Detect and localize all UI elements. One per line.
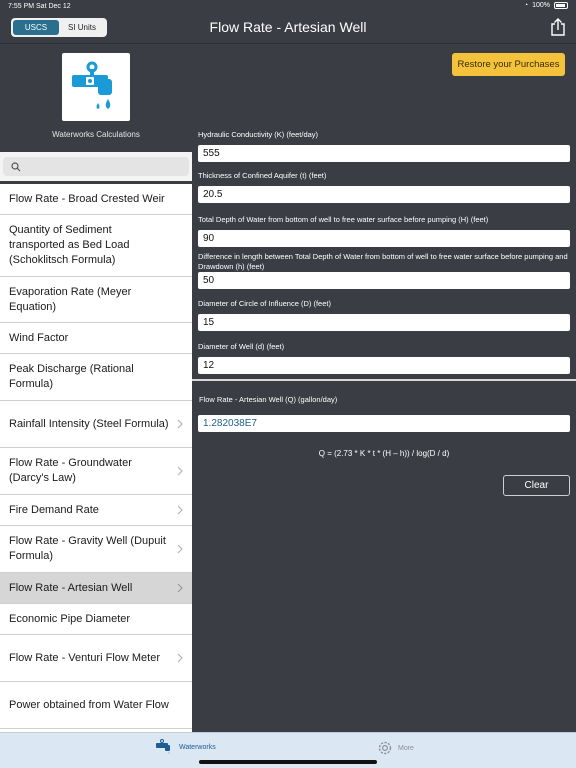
main-panel: [192, 44, 576, 732]
nav-bar: [0, 12, 576, 44]
list-item-rainfall-intensity[interactable]: [0, 401, 192, 448]
battery-icon: [554, 2, 568, 9]
list-item-fire-demand[interactable]: [0, 495, 192, 526]
list-item-venturi-flow[interactable]: [0, 635, 192, 682]
list-item-power-water-flow[interactable]: [0, 682, 192, 729]
status-time: 7:55 PM Sat Dec 12: [8, 3, 71, 10]
clear-button[interactable]: Clear: [503, 475, 570, 496]
list-item-label: Flow Rate - Broad Crested Weir: [9, 192, 165, 205]
chevron-right-icon: [177, 544, 183, 554]
tab-label: Waterworks: [179, 743, 216, 751]
page-title: Flow Rate - Artesian Well: [209, 19, 367, 35]
calculation-list: [0, 184, 192, 732]
list-item-label: Economic Pipe Diameter: [9, 612, 131, 625]
sidebar: [0, 44, 192, 732]
share-icon[interactable]: [550, 18, 566, 36]
app-logo: [62, 53, 130, 121]
list-item-evaporation-rate[interactable]: [0, 277, 192, 323]
units-option-uscs[interactable]: USCS: [13, 20, 59, 35]
tab-more[interactable]: [376, 739, 414, 757]
app-caption: Waterworks Calculations: [52, 130, 140, 139]
list-item-label: Flow Rate - Gravity Well (Dupuit Formula): [9, 535, 166, 562]
tab-bar: [0, 732, 576, 768]
field-label-h-upper: Total Depth of Water from bottom of well to free water surface before pumping (H) (feet): [198, 215, 489, 224]
list-item-label: Power obtained from Water Flow: [9, 698, 169, 711]
list-item-label: Rainfall Intensity (Steel Formula): [9, 417, 169, 430]
formula-text: Q = (2.73 * K * t * (H – h)) / log(D / d): [318, 449, 450, 458]
field-label-d-lower: Diameter of Well (d) (feet): [198, 342, 285, 351]
chevron-right-icon: [177, 653, 183, 663]
units-option-si[interactable]: SI Units: [67, 23, 96, 32]
search-icon: [11, 162, 21, 172]
list-item-wind-factor[interactable]: [0, 323, 192, 354]
chevron-right-icon: [177, 583, 183, 593]
chevron-right-icon: [177, 466, 183, 476]
list-item-label: Flow Rate - Artesian Well: [9, 581, 133, 594]
tab-waterworks[interactable]: [155, 739, 216, 755]
search-bar: [0, 152, 192, 181]
list-item-label: Quantity of Sediment transported as Bed Load (Schoklitsch Formula): [9, 224, 130, 266]
list-item-peak-discharge[interactable]: [0, 354, 192, 401]
depth-difference-input[interactable]: 50: [198, 272, 570, 289]
search-input[interactable]: [3, 157, 189, 176]
home-indicator: [199, 760, 377, 764]
field-label-h-lower: Difference in length between Total Depth of Water from bottom of well to free water surface before pumping and Drawdown (h) (feet): [198, 252, 568, 271]
list-item-sediment-bed-load[interactable]: [0, 215, 192, 277]
list-item-label: Fire Demand Rate: [9, 503, 99, 516]
list-item-groundwater[interactable]: [0, 448, 192, 495]
list-item-label: Flow Rate - Groundwater (Darcy's Law): [9, 457, 132, 484]
restore-purchases-button[interactable]: Restore your Purchases: [452, 53, 565, 76]
gear-icon: [376, 739, 394, 757]
list-item-label: Wind Factor: [9, 331, 69, 344]
total-depth-input[interactable]: 90: [198, 230, 570, 247]
hydraulic-conductivity-input[interactable]: 555: [198, 145, 570, 162]
field-label-d-upper: Diameter of Circle of Influence (D) (feet): [198, 299, 331, 308]
well-diameter-input[interactable]: 12: [198, 357, 570, 374]
result-value: 1.282038E7: [198, 415, 570, 432]
result-label: Flow Rate - Artesian Well (Q) (gallon/day): [199, 395, 338, 404]
field-label-k: Hydraulic Conductivity (K) (feet/day): [198, 130, 319, 139]
field-label-t: Thickness of Confined Aquifer (t) (feet): [198, 171, 327, 180]
tab-label: More: [398, 744, 414, 752]
aquifer-thickness-input[interactable]: 20.5: [198, 186, 570, 203]
wifi-icon: ◔: [523, 2, 529, 9]
list-item-gravity-well[interactable]: [0, 526, 192, 573]
list-item-label: Peak Discharge (Rational Formula): [9, 363, 134, 390]
list-item-label: Evaporation Rate (Meyer Equation): [9, 285, 132, 313]
chevron-right-icon: [177, 505, 183, 515]
list-item-label: Flow Rate - Venturi Flow Meter: [9, 651, 160, 664]
water-tap-icon: [155, 739, 175, 755]
chevron-right-icon: [177, 419, 183, 429]
status-indicators: [524, 2, 568, 9]
battery-text: 100%: [532, 2, 550, 9]
list-item-broad-crested-weir[interactable]: [0, 184, 192, 215]
list-item-economic-pipe[interactable]: [0, 604, 192, 635]
status-bar: [0, 0, 576, 12]
water-tap-icon: [68, 59, 124, 115]
list-item-artesian-well[interactable]: [0, 573, 192, 604]
section-divider: [192, 379, 576, 381]
circle-diameter-input[interactable]: 15: [198, 314, 570, 331]
